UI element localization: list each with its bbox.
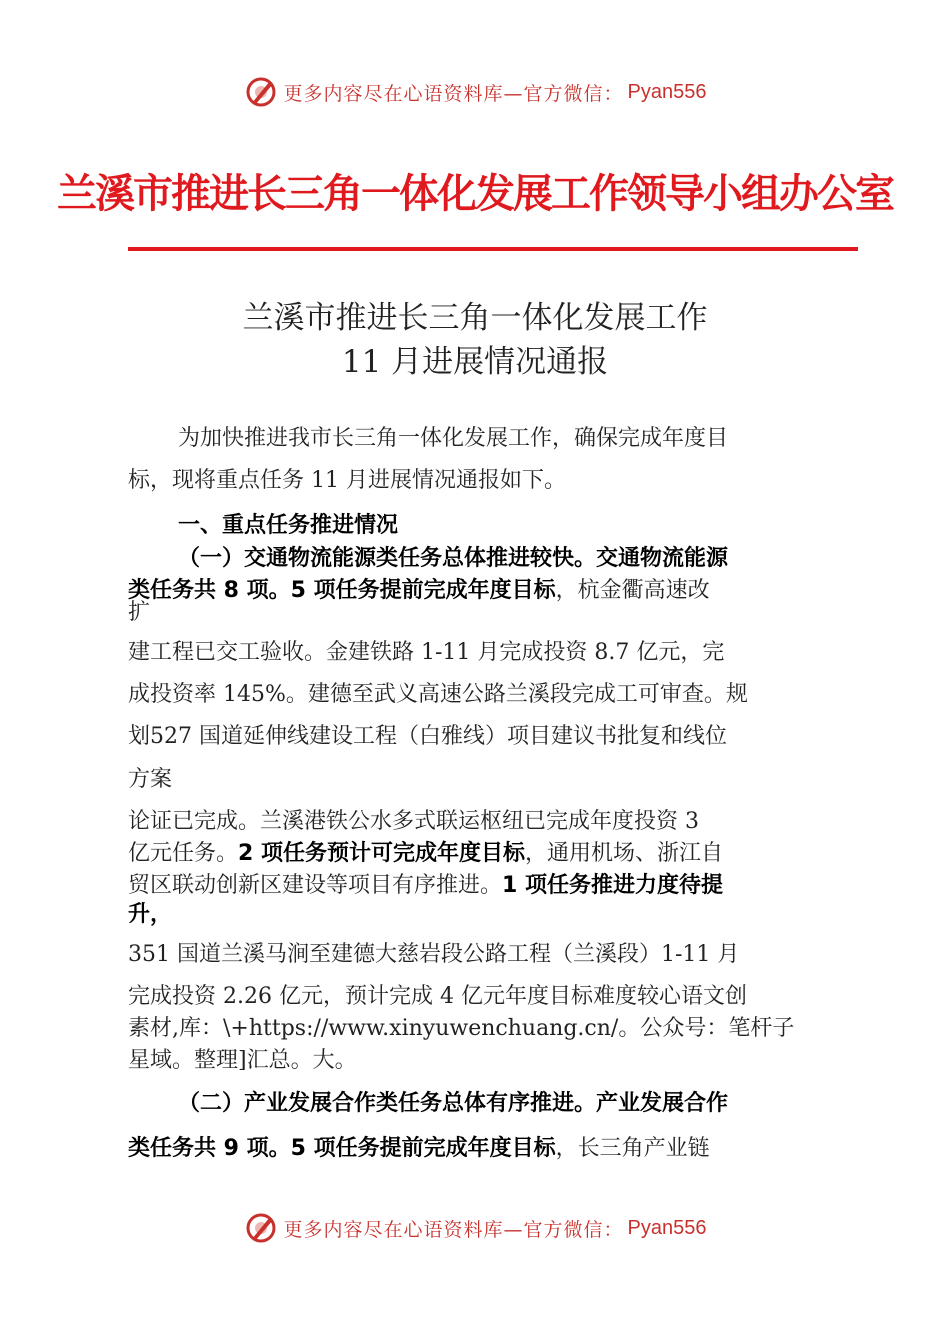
watermark-wechat-id: Pyan556: [627, 1216, 707, 1239]
line-9-part-c: ，通用机场、浙江自: [524, 841, 723, 866]
subsection-1-line-4: 建工程已交工验收。金建铁路 1-11 月完成投资 8.7 亿元，完: [128, 640, 725, 665]
document-title-line1: 兰溪市推进长三角一体化发展工作: [242, 300, 708, 336]
watermark-banner-top: [0, 74, 950, 110]
subsection-1-line-7: 方案: [128, 767, 173, 792]
line-10-bold: 1 项任务推进力度待提: [502, 873, 723, 898]
subsection-1-line-6: 划527 国道延伸线建设工程（白雅线）项目建议书批复和线位: [128, 724, 727, 749]
section-heading-1: 一、重点任务推进情况: [178, 513, 399, 538]
document-title-line2: 11 月进展情况通报: [341, 344, 609, 380]
subsection-heading-1-b: 类任务共 8 项。5 项任务提前完成年度目标: [128, 578, 556, 603]
line-9-bold: 2 项任务预计可完成年度目标: [238, 841, 525, 866]
header-red-rule: [128, 247, 858, 251]
subsection-1-line-15: 星域。整理]汇总。大。: [128, 1048, 357, 1073]
intro-line-1: 为加快推进我市长三角一体化发展工作，确保完成年度目: [178, 426, 729, 451]
watermark-logo-icon: [244, 1211, 278, 1245]
line-10-part-a: 贸区联动创新区建设等项目有序推进。: [128, 873, 503, 898]
subsection-heading-2-a: （二）产业发展合作类任务总体有序推进。产业发展合作: [178, 1091, 729, 1116]
watermark-text: 更多内容尽在心语资料库—官方微信：: [283, 1218, 624, 1241]
subsection-heading-1-a: （一）交通物流能源类任务总体推进较快。交通物流能源: [178, 546, 729, 571]
watermark-logo-icon: [244, 75, 278, 109]
subsection-1-line-9: [128, 836, 828, 872]
issuing-office-header: 兰溪市推进长三角一体化发展工作领导小组办公室: [57, 171, 893, 217]
subsection-1-line-13: 完成投资 2.26 亿元，预计完成 4 亿元年度目标难度较心语文创: [128, 984, 747, 1009]
intro-line-2: 标，现将重点任务 11 月进展情况通报如下。: [128, 468, 566, 493]
subsection-1-line-2-tail: ，杭金衢高速改: [555, 578, 710, 603]
watermark-wechat-id: Pyan556: [627, 80, 707, 103]
subsection-2-line-2: [128, 1131, 828, 1167]
subsection-1-line-14: 素材,库：\+https://www.xinyuwenchuang.cn/。公众号：笔杆子: [128, 1016, 795, 1041]
subsection-1-line-8: 论证已完成。兰溪港铁公水多式联运枢纽已完成年度投资 3: [128, 809, 699, 834]
watermark-text: 更多内容尽在心语资料库—官方微信：: [283, 82, 624, 105]
subsection-1-line-12: 351 国道兰溪马涧至建德大慈岩段公路工程（兰溪段）1-11 月: [128, 942, 740, 967]
watermark-banner-bottom: [0, 1210, 950, 1246]
subsection-1-line-5: 成投资率 145%。建德至武义高速公路兰溪段完成工可审查。规: [128, 682, 748, 707]
line-9-part-a: 亿元任务。: [128, 841, 239, 866]
subsection-heading-2-b: 类任务共 9 项。5 项任务提前完成年度目标: [128, 1136, 556, 1161]
subsection-2-line-2-tail: ，长三角产业链: [555, 1136, 710, 1161]
subsection-1-line-11: 升，: [128, 902, 173, 927]
subsection-1-line-3: 扩: [128, 600, 151, 625]
